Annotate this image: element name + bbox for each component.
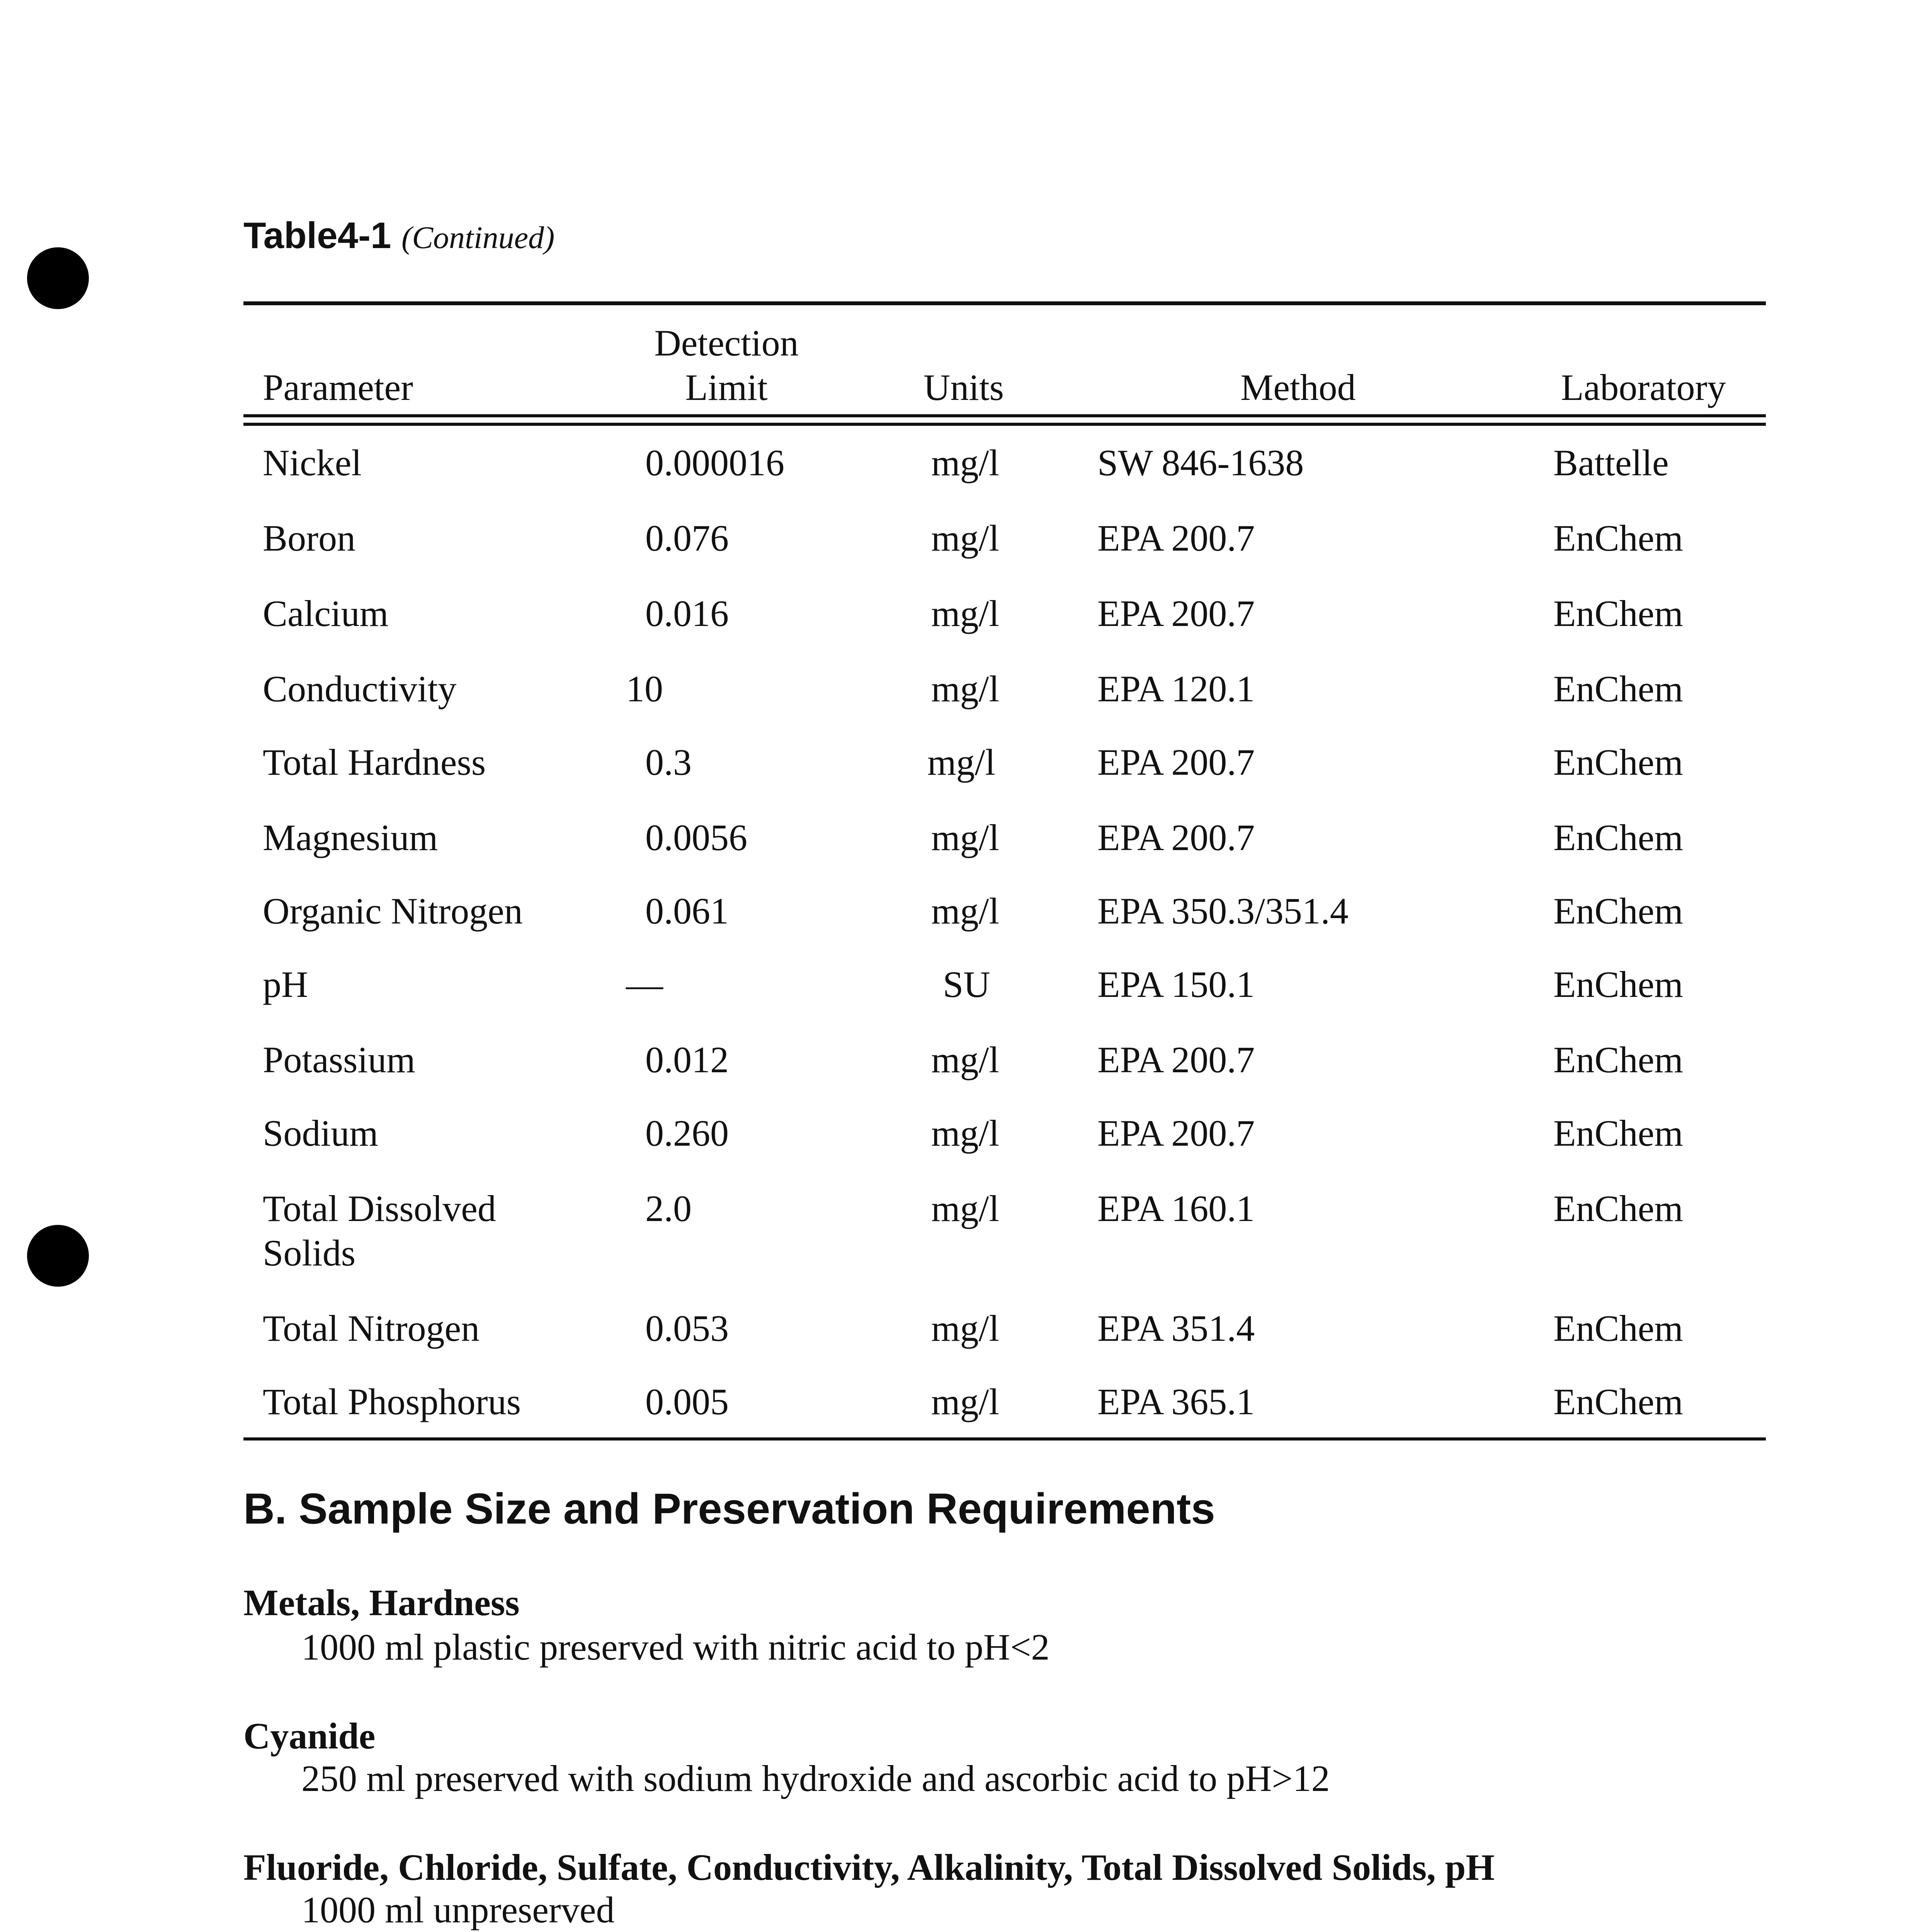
table-row-parameter: Organic Nitrogen xyxy=(263,890,523,932)
requirement-body: 1000 ml plastic preserved with nitric acid to pH<2 xyxy=(301,1626,1050,1668)
header-detection-line1: Detection xyxy=(654,322,799,364)
table-row-method: EPA 365.1 xyxy=(1097,1381,1255,1422)
table-row-parameter: Potassium xyxy=(263,1039,415,1080)
table-row-limit: 2.0 xyxy=(645,1188,692,1229)
table-row-method: EPA 150.1 xyxy=(1097,964,1255,1005)
table-row-limit: 0.260 xyxy=(645,1112,729,1154)
table-number: Table4-1 xyxy=(243,215,391,256)
table-row-parameter: Total Nitrogen xyxy=(263,1308,480,1349)
table-row-method: EPA 200.7 xyxy=(1097,817,1255,858)
table-row-limit: 0.061 xyxy=(645,890,729,932)
table-top-rule xyxy=(243,301,1766,305)
requirement-title: Metals, Hardness xyxy=(243,1582,520,1623)
table-continued: (Continued) xyxy=(401,220,555,255)
table-row-lab: EnChem xyxy=(1553,1381,1683,1422)
table-bottom-rule xyxy=(243,1437,1766,1440)
table-row-method: EPA 200.7 xyxy=(1097,742,1255,783)
table-row-units: mg/l xyxy=(931,517,1000,559)
table-row-lab: EnChem xyxy=(1553,890,1683,932)
table-row-lab: EnChem xyxy=(1553,742,1683,783)
table-row-lab: EnChem xyxy=(1553,593,1683,634)
table-row-method: SW 846-1638 xyxy=(1097,442,1304,483)
table-row-limit: 0.076 xyxy=(645,517,729,559)
table-row-limit: 0.016 xyxy=(645,593,729,634)
table-title xyxy=(243,214,554,257)
table-row-limit: 0.012 xyxy=(645,1039,729,1080)
table-row-lab: EnChem xyxy=(1553,668,1683,709)
table-row-units: mg/l xyxy=(931,1188,1000,1229)
table-row-parameter: Nickel xyxy=(263,442,362,483)
table-row-parameter-line2: Solids xyxy=(263,1232,356,1274)
table-row-method: EPA 200.7 xyxy=(1097,593,1255,634)
requirement-body: 1000 ml unpreserved xyxy=(301,1889,615,1930)
table-row-method: EPA 200.7 xyxy=(1097,517,1255,559)
table-row-units: mg/l xyxy=(931,593,1000,634)
table-row-lab: EnChem xyxy=(1553,964,1683,1005)
table-row-limit: 0.3 xyxy=(645,742,692,783)
header-rule-lower xyxy=(243,423,1766,426)
table-row-limit: 0.005 xyxy=(645,1381,729,1422)
table-row-lab: Battelle xyxy=(1553,442,1669,483)
punch-hole-middle xyxy=(27,1225,89,1287)
table-row-method: EPA 351.4 xyxy=(1097,1308,1255,1349)
table-row-units: mg/l xyxy=(931,890,1000,932)
header-method: Method xyxy=(1240,367,1356,408)
table-row-units: SU xyxy=(943,964,990,1005)
table-row-parameter: Total Dissolved xyxy=(263,1188,496,1229)
table-row-method: EPA 120.1 xyxy=(1097,668,1255,709)
table-row-units: mg/l xyxy=(931,817,1000,858)
table-row-lab: EnChem xyxy=(1553,1188,1683,1229)
table-row-parameter: Sodium xyxy=(263,1112,378,1154)
table-row-limit: 0.000016 xyxy=(645,442,784,483)
table-row-method: EPA 160.1 xyxy=(1097,1188,1255,1229)
table-row-limit: — xyxy=(626,964,663,1005)
table-row-limit: 10 xyxy=(626,668,663,709)
table-row-parameter: Calcium xyxy=(263,593,389,634)
table-row-lab: EnChem xyxy=(1553,1308,1683,1349)
table-row-method: EPA 200.7 xyxy=(1097,1039,1255,1080)
requirement-body: 250 ml preserved with sodium hydroxide and ascorbic acid to pH>12 xyxy=(301,1758,1330,1799)
table-row-lab: EnChem xyxy=(1553,817,1683,858)
table-row-parameter: Total Phosphorus xyxy=(263,1381,521,1422)
table-row-units: mg/l xyxy=(931,442,1000,483)
table-row-parameter: Boron xyxy=(263,517,355,559)
table-row-units: mg/l xyxy=(931,1381,1000,1422)
table-row-lab: EnChem xyxy=(1553,1112,1683,1154)
table-row-parameter: Total Hardness xyxy=(263,742,486,783)
table-row-method: EPA 200.7 xyxy=(1097,1112,1255,1154)
table-row-units: mg/l xyxy=(927,742,996,783)
header-units: Units xyxy=(923,367,1004,408)
table-row-method: EPA 350.3/351.4 xyxy=(1097,890,1349,932)
table-row-lab: EnChem xyxy=(1553,517,1683,559)
table-row-parameter: pH xyxy=(263,964,308,1005)
header-laboratory: Laboratory xyxy=(1561,367,1726,408)
requirement-title: Cyanide xyxy=(243,1715,376,1757)
punch-hole-top xyxy=(27,247,89,309)
table-row-units: mg/l xyxy=(931,1308,1000,1349)
section-heading: B. Sample Size and Preservation Requirements xyxy=(243,1485,1215,1533)
table-row-parameter: Conductivity xyxy=(263,668,457,709)
table-row-limit: 0.0056 xyxy=(645,817,747,858)
table-row-lab: EnChem xyxy=(1553,1039,1683,1080)
requirement-title: Fluoride, Chloride, Sulfate, Conductivity, Alkalinity, Total Dissolved Solids, pH xyxy=(243,1847,1495,1888)
table-row-units: mg/l xyxy=(931,668,1000,709)
header-detection-line2: Limit xyxy=(685,367,768,408)
header-rule-upper xyxy=(243,414,1766,417)
table-row-units: mg/l xyxy=(931,1112,1000,1154)
table-row-limit: 0.053 xyxy=(645,1308,729,1349)
table-row-parameter: Magnesium xyxy=(263,817,438,858)
table-row-units: mg/l xyxy=(931,1039,1000,1080)
header-parameter: Parameter xyxy=(263,367,413,408)
